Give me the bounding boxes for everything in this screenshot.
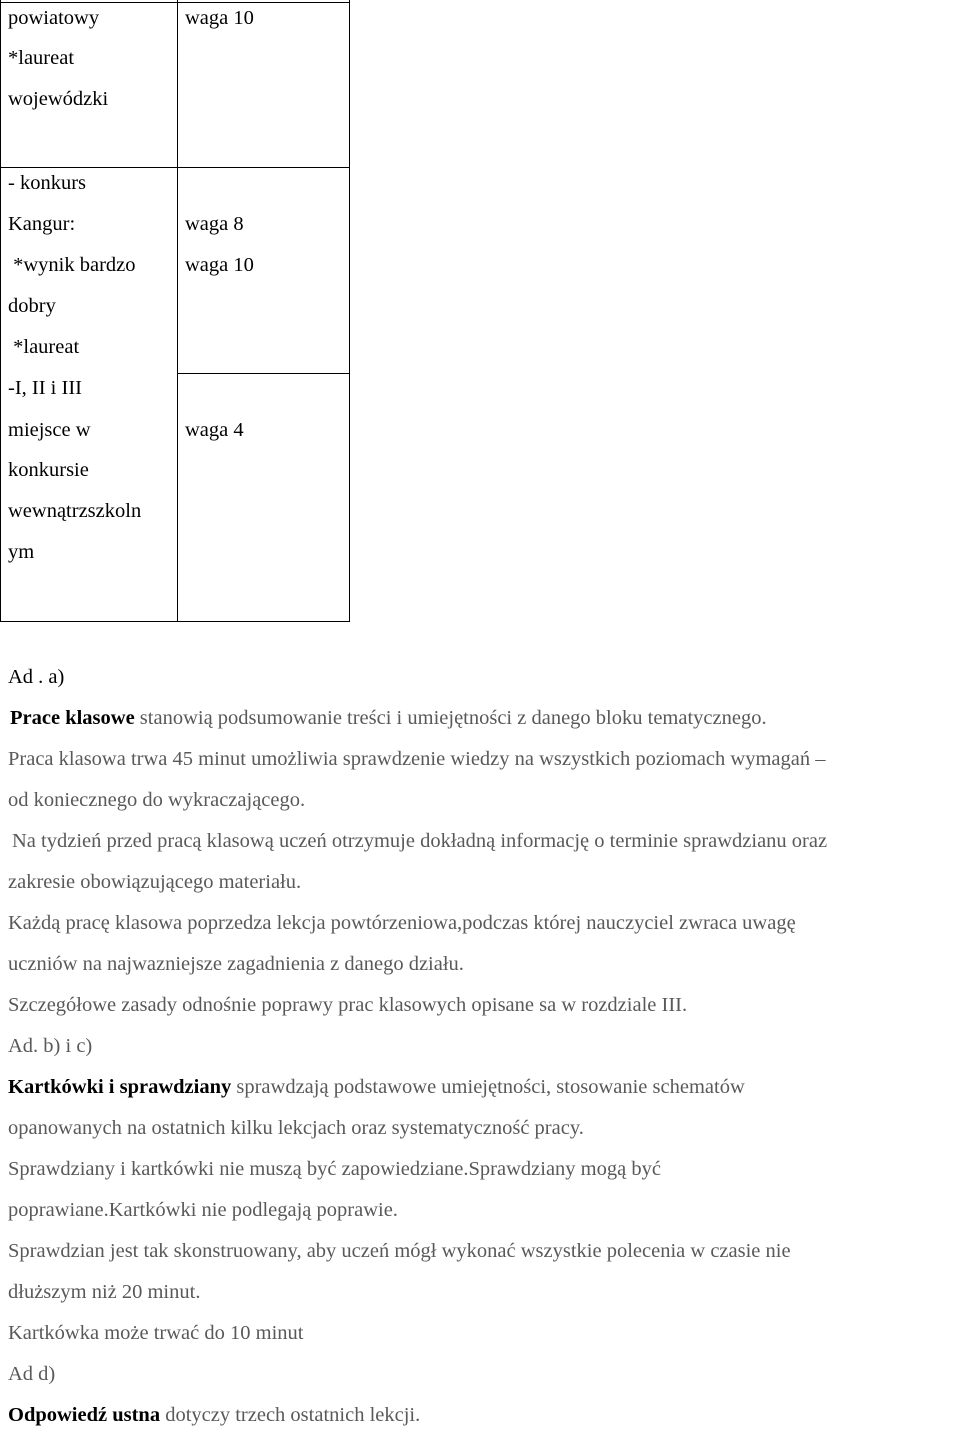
table-border-left xyxy=(0,0,1,622)
paragraph-kartkowki xyxy=(8,1074,745,1100)
paragraph-line: Sprawdziany i kartkówki nie muszą być zapowiedziane.Sprawdziany mogą być xyxy=(8,1158,661,1180)
table-cell-text: miejsce w xyxy=(8,419,91,441)
table-cell-text: powiatowy xyxy=(8,7,100,29)
table-cell-text: waga 4 xyxy=(185,419,244,441)
paragraph-line: Praca klasowa trwa 45 minut umożliwia sprawdzenie wiedzy na wszystkich poziomach wymagań – xyxy=(8,748,826,770)
weights-table xyxy=(0,0,350,622)
paragraph-line: dłuższym niż 20 minut. xyxy=(8,1281,201,1303)
table-cell-text: *laureat xyxy=(8,47,75,69)
paragraph-line: Sprawdzian jest tak skonstruowany, aby uczeń mógł wykonać wszystkie polecenia w czasie nie xyxy=(8,1240,791,1262)
table-cell-text: konkursie xyxy=(8,459,89,481)
table-border-bottom xyxy=(0,621,350,622)
table-row-divider xyxy=(177,373,350,374)
paragraph-line: od koniecznego do wykraczającego. xyxy=(8,789,306,811)
table-cell-text: ym xyxy=(8,541,35,563)
paragraph-prace-klasowe xyxy=(10,705,767,731)
table-cell-text: *laureat xyxy=(8,336,80,358)
bold-term: Odpowiedź ustna xyxy=(8,1404,161,1426)
table-cell-text: waga 10 xyxy=(185,254,254,276)
bold-term: Kartkówki i sprawdziany xyxy=(8,1076,232,1098)
table-cell-text: dobry xyxy=(8,295,56,317)
table-cell-text: wojewódzki xyxy=(8,88,109,110)
paragraph-line: Szczegółowe zasady odnośnie poprawy prac klasowych opisane sa w rozdziale III. xyxy=(8,994,688,1016)
paragraph-line: uczniów na najwazniejsze zagadnienia z danego działu. xyxy=(8,953,464,975)
table-border-top xyxy=(0,2,350,3)
paragraph-line: opanowanych na ostatnich kilku lekcjach oraz systematyczność pracy. xyxy=(8,1117,584,1139)
table-cell-text: *wynik bardzo xyxy=(8,254,136,276)
paragraph-text: sprawdzają podstawowe umiejętności, stosowanie schematów xyxy=(231,1076,745,1098)
table-cell-text: - konkurs xyxy=(8,172,87,194)
bold-term: Prace klasowe xyxy=(10,707,135,729)
table-cell-text: waga 10 xyxy=(185,7,254,29)
paragraph-odpowiedz xyxy=(8,1402,420,1428)
table-cell-text: -I, II i III xyxy=(8,377,82,399)
paragraph-text: dotyczy trzech ostatnich lekcji. xyxy=(160,1404,421,1426)
heading-ad-a: Ad . a) xyxy=(8,666,65,688)
paragraph-line: poprawiane.Kartkówki nie podlegają poprawie. xyxy=(8,1199,398,1221)
paragraph-text: stanowią podsumowanie treści i umiejętności z danego bloku tematycznego. xyxy=(134,707,767,729)
heading-ad-d: Ad d) xyxy=(8,1363,56,1385)
paragraph-line: Kartkówka może trwać do 10 minut xyxy=(8,1322,304,1344)
table-cell-text: wewnątrzszkoln xyxy=(8,500,142,522)
table-row-divider xyxy=(0,167,350,168)
paragraph-line: zakresie obowiązującego materiału. xyxy=(8,871,302,893)
heading-ad-bc: Ad. b) i c) xyxy=(8,1035,93,1057)
table-column-divider xyxy=(177,0,178,622)
table-cell-text: Kangur: xyxy=(8,213,76,235)
paragraph-line: Każdą pracę klasowa poprzedza lekcja powtórzeniowa,podczas której nauczyciel zwraca uwagę xyxy=(8,912,796,934)
paragraph-line: Na tydzień przed pracą klasową uczeń otrzymuje dokładną informację o terminie sprawdzianu oraz xyxy=(12,830,828,852)
table-border-right xyxy=(349,0,350,622)
table-cell-text: waga 8 xyxy=(185,213,244,235)
